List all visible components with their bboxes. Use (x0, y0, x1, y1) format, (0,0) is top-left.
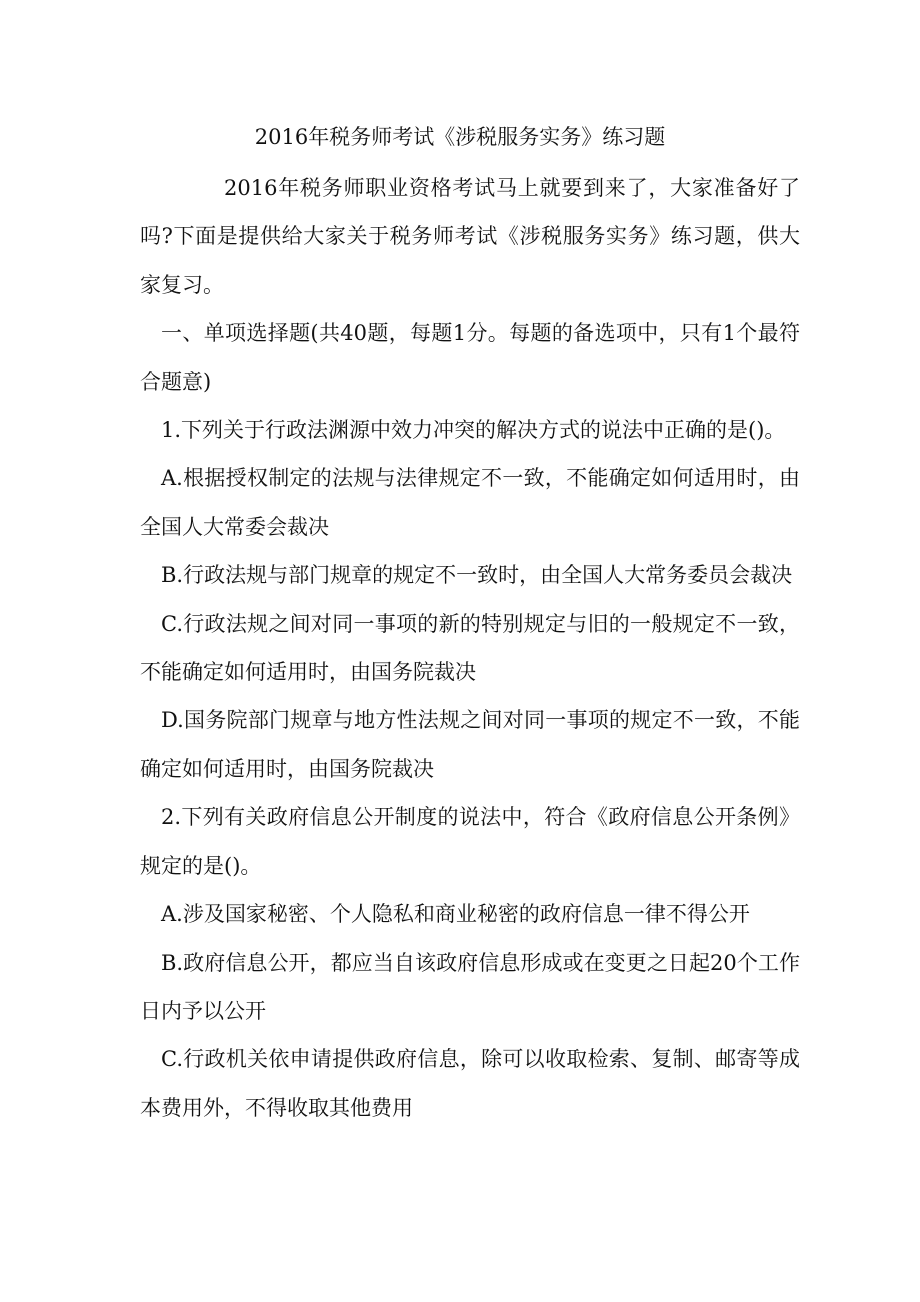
document-title: 2016年税务师考试《涉税服务实务》练习题 (254, 125, 666, 149)
intro-paragraph: 2016年税务师职业资格考试马上就要到来了，大家准备好了吗?下面是提供给大家关于税务师考试《涉税服务实务》练习题，供大家复习。 (140, 176, 800, 297)
question-2-option-b: B.政府信息公开，都应当自该政府信息形成或在变更之日起20个工作日内予以公开 (140, 950, 800, 1023)
question-1-stem: 1.下列关于行政法渊源中效力冲突的解决方式的说法中正确的是()。 (161, 418, 786, 443)
question-1-option-a: A.根据授权制定的法规与法律规定不一致，不能确定如何适用时，由全国人大常委会裁决 (140, 466, 800, 539)
document-body (140, 164, 800, 1132)
question-2-option-c: C.行政机关依申请提供政府信息，除可以收取检索、复制、邮寄等成本费用外，不得收取其他费用 (140, 1047, 800, 1120)
question-2-option-a: A.涉及国家秘密、个人隐私和商业秘密的政府信息一律不得公开 (161, 902, 750, 927)
section-heading: 一、单项选择题(共40题，每题1分。每题的备选项中，只有1个最符合题意) (140, 321, 800, 394)
question-1-option-b: B.行政法规与部门规章的规定不一致时，由全国人大常务委员会裁决 (161, 563, 793, 588)
question-2-stem: 2.下列有关政府信息公开制度的说法中，符合《政府信息公开条例》规定的是()。 (140, 805, 800, 878)
question-1-option-d: D.国务院部门规章与地方性法规之间对同一事项的规定不一致，不能确定如何适用时，由国务院裁决 (140, 708, 800, 781)
question-1-option-c: C.行政法规之间对同一事项的新的特别规定与旧的一般规定不一致，不能确定如何适用时，由国务院裁决 (140, 611, 800, 685)
